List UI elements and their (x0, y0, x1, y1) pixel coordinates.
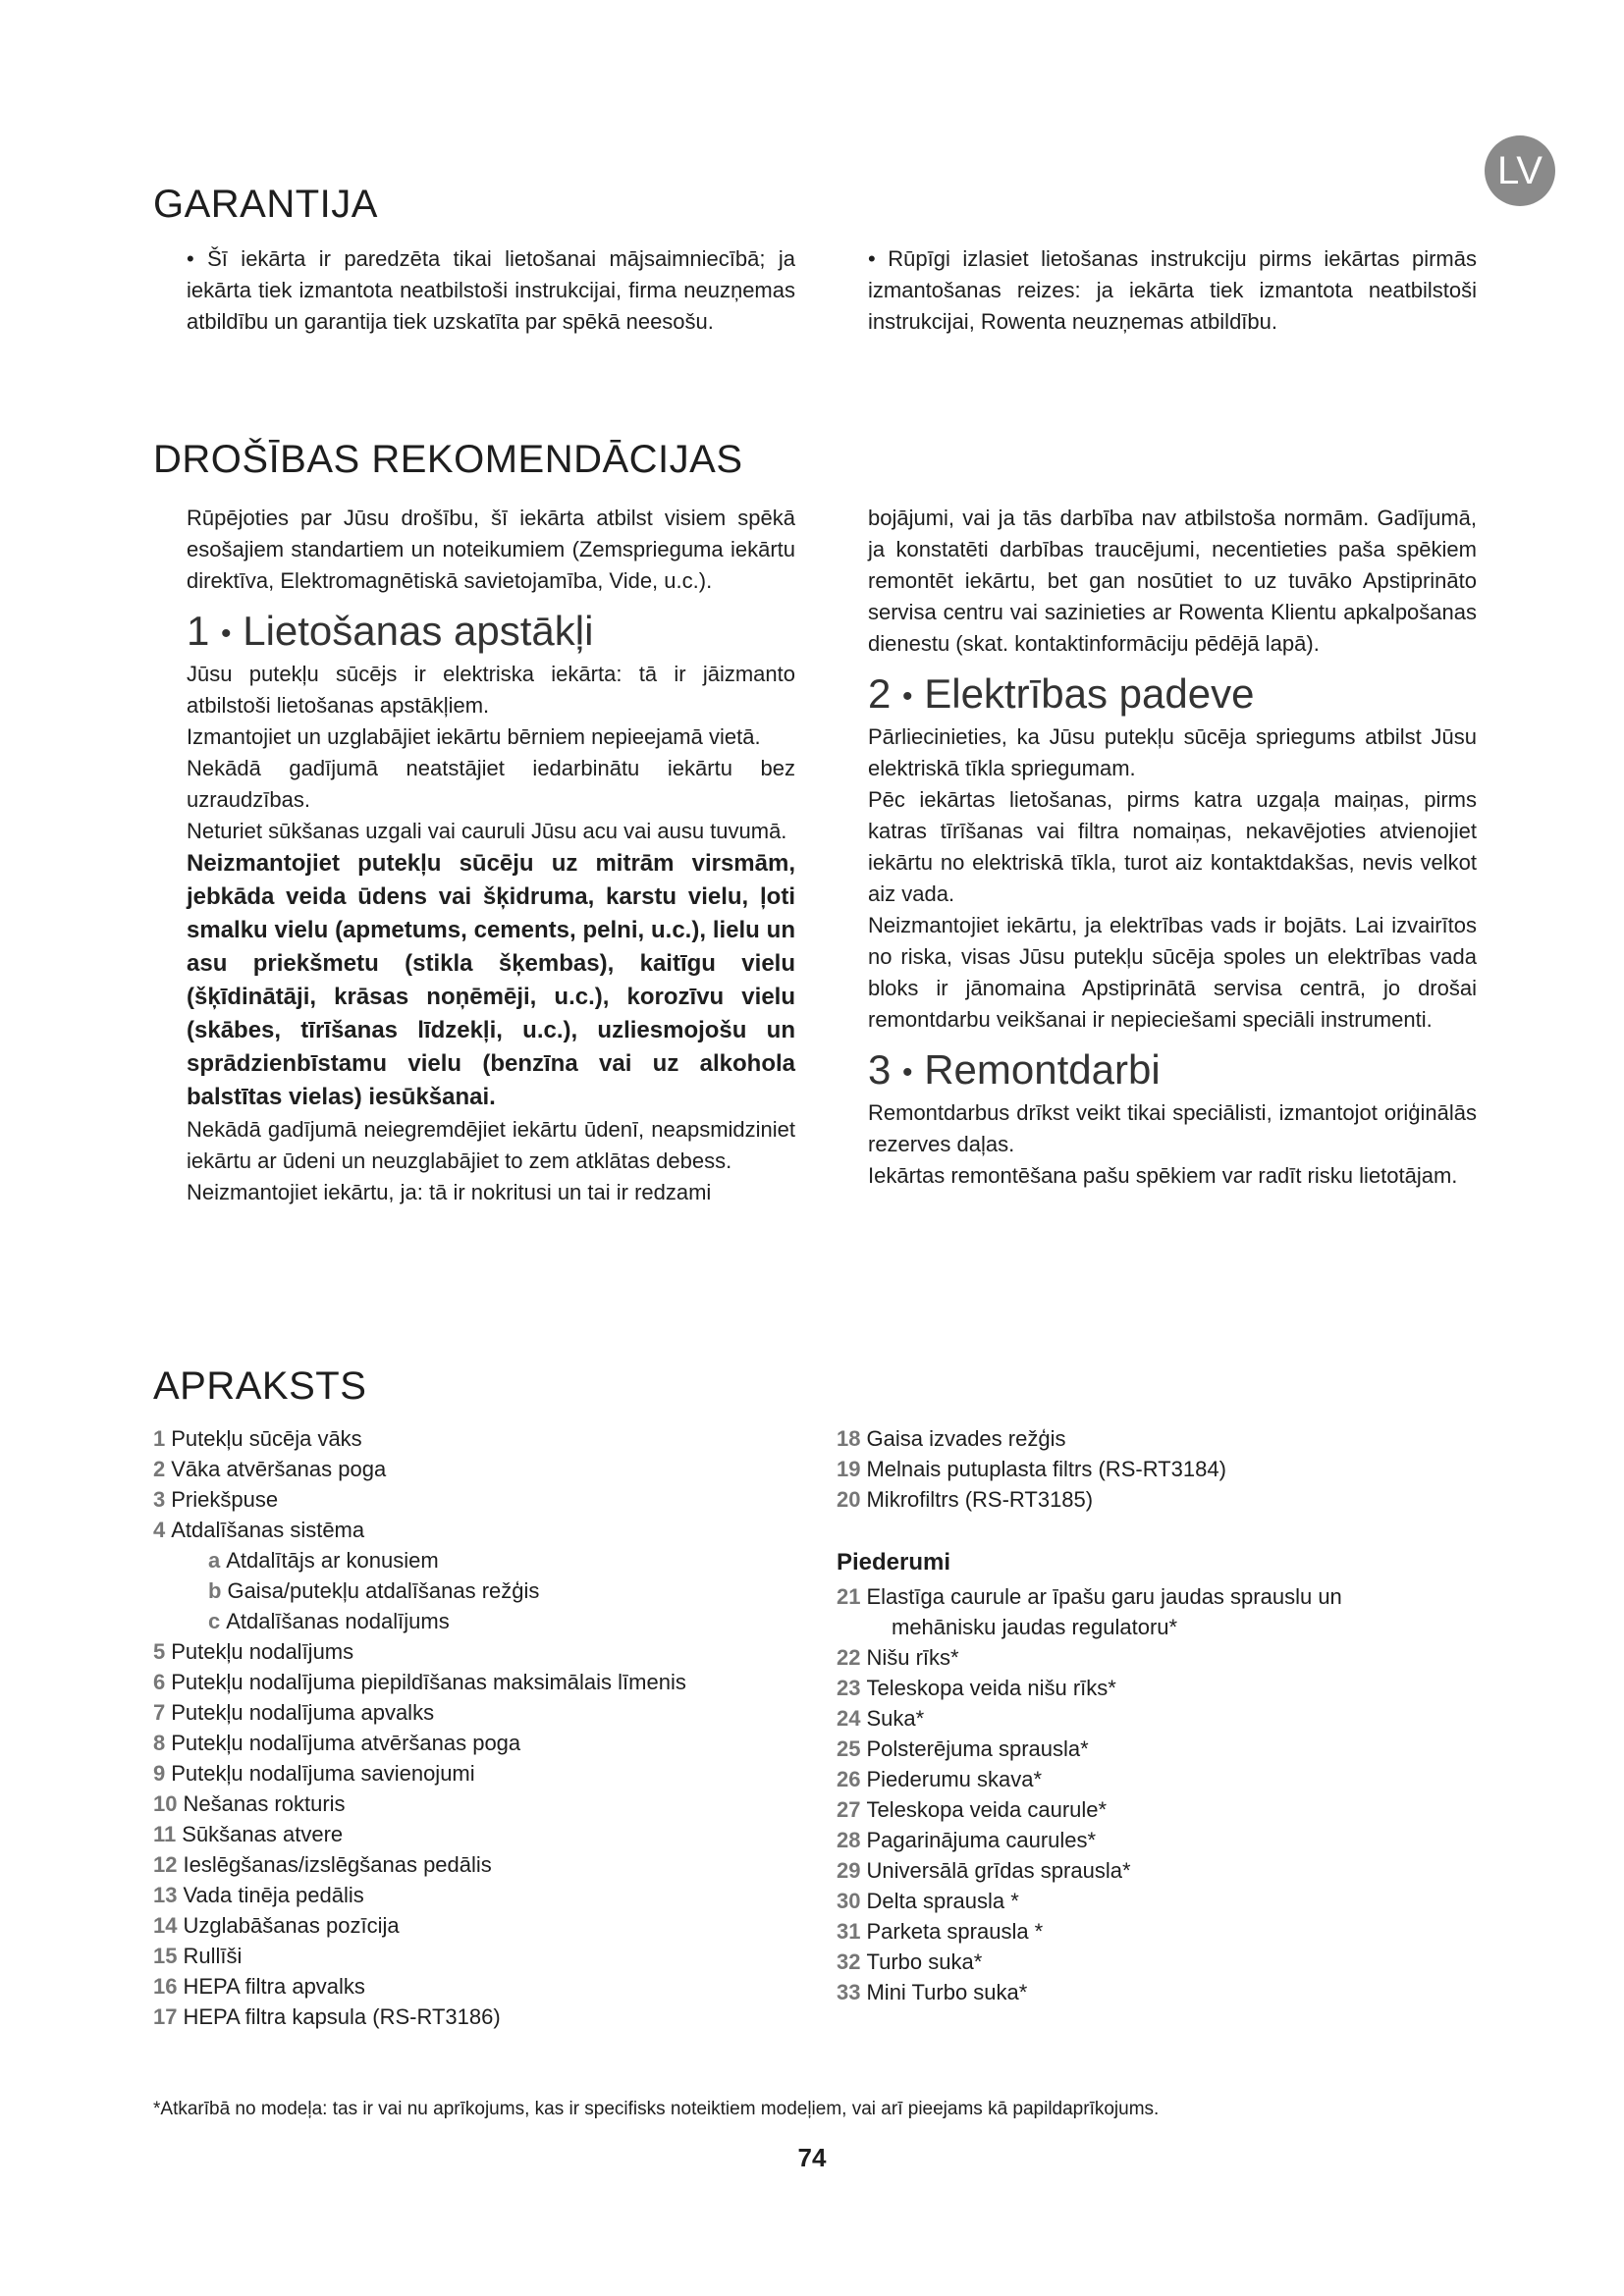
list-item: 13 Vada tinēja pedālis (153, 1883, 364, 1907)
list-item: 6 Putekļu nodalījuma piepildīšanas maksimālais līmenis (153, 1670, 686, 1694)
garantija-left-text: • Šī iekārta ir paredzēta tikai lietošanai mājsaimniecībā; ja iekārta tiek izmantota neatbilstoši instrukcijai, firma neuzņemas atbildību un garantija tiek uzskatīta par spēkā neesošu. (187, 243, 795, 338)
subsection-label: Lietošanas apstākļi (243, 608, 594, 654)
list-item: 12 Ieslēgšanas/izslēgšanas pedālis (153, 1852, 492, 1877)
list-item: 19 Melnais putuplasta filtrs (RS-RT3184) (837, 1457, 1226, 1481)
list-item: 33 Mini Turbo suka* (837, 1980, 1028, 2004)
paragraph: Nekādā gadījumā neiegremdējiet iekārtu ūdenī, neapsmidziniet iekārtu ar ūdeni un neuzglabājiet to zem atklātas debess. (187, 1116, 795, 1173)
paragraph: Jūsu putekļu sūcējs ir elektriska iekārta: tā ir jāizmanto atbilstoši lietošanas apstākļiem. (187, 661, 795, 718)
paragraph: Remontdarbus drīkst veikt tikai speciālisti, izmantojot oriģinālās rezerves daļas. (868, 1099, 1477, 1156)
list-item: 5 Putekļu nodalījums (153, 1639, 354, 1664)
list-item: 31 Parketa sprausla * (837, 1919, 1044, 1944)
list-item: 10 Nešanas rokturis (153, 1791, 346, 1816)
paragraph: Izmantojiet un uzglabājiet iekārtu bērniem nepieejamā vietā. (187, 723, 761, 749)
subsection-number: 2 (868, 670, 892, 717)
accessories-title: Piederumi (837, 1549, 951, 1575)
subsection-label: Remontdarbi (924, 1045, 1161, 1093)
list-item: 17 HEPA filtra kapsula (RS-RT3186) (153, 2004, 501, 2029)
subsection-number: 1 (187, 608, 210, 654)
list-item: 11 Sūkšanas atvere (153, 1822, 344, 1846)
list-item: 18 Gaisa izvades režģis (837, 1426, 1066, 1451)
list-subitem: c Atdalīšanas nodalījums (208, 1609, 450, 1633)
accessories-list (837, 1581, 1342, 2007)
list-item: 27 Teleskopa veida caurule* (837, 1797, 1108, 1822)
page-number: 74 (797, 2143, 827, 2172)
list-subitem: a Atdalītājs ar konusiem (208, 1548, 439, 1573)
list-item: 29 Universālā grīdas sprausla* (837, 1858, 1131, 1883)
paragraph: Pārliecinieties, ka Jūsu putekļu sūcēja spriegums atbilst Jūsu elektriskā tīkla spriegumam. (868, 723, 1477, 780)
list-item: 16 HEPA filtra apvalks (153, 1974, 365, 1999)
list-item: 24 Suka* (837, 1706, 925, 1731)
list-item: 9 Putekļu nodalījuma savienojumi (153, 1761, 475, 1786)
paragraph: Iekārtas remontēšana pašu spēkiem var radīt risku lietotājam. (868, 1162, 1458, 1188)
paragraph: Nekādā gadījumā neatstājiet iedarbinātu iekārtu bez uzraudzības. (187, 755, 795, 812)
list-item: 1 Putekļu sūcēja vāks (153, 1426, 362, 1451)
paragraph: Neizmantojiet iekārtu, ja: tā ir nokritusi un tai ir redzami (187, 1179, 712, 1204)
subsection-title-elektribas: 2 • Elektrības padeve (868, 670, 1255, 717)
subsection-title-remontdarbi: 3 • Remontdarbi (868, 1045, 1161, 1093)
list-item: 23 Teleskopa veida nišu rīks* (837, 1676, 1116, 1700)
section-title-apraksts: APRAKSTS (153, 1364, 367, 1408)
list-item: 15 Rullīši (153, 1944, 243, 1968)
section-title-garantija: GARANTIJA (153, 183, 378, 226)
drosibas-intro: Rūpējoties par Jūsu drošību, šī iekārta atbilst visiem spēkā esošajiem standartiem un noteikumiem (Zemsprieguma iekārtu direktīva, Elektromagnētiskā savietojamība, Vide, u.c.). (187, 506, 795, 593)
subsection-number: 3 (868, 1045, 892, 1093)
list-item: 14 Uzglabāšanas pozīcija (153, 1913, 400, 1938)
list-item: 28 Pagarinājuma caurules* (837, 1828, 1097, 1852)
accessories-block (837, 1547, 1342, 2007)
footnote: *Atkarībā no modeļa: tas ir vai nu aprīkojums, kas ir specifisks noteiktiem modeļiem, vai arī pieejams kā papildaprīkojums. (153, 2099, 1160, 2119)
list-item-continuation: mehānisku jaudas regulatoru* (892, 1615, 1178, 1639)
language-badge: LV (1485, 135, 1555, 206)
parts-list-left (153, 1423, 686, 2032)
garantija-right-column (868, 243, 1477, 338)
list-item: 20 Mikrofiltrs (RS-RT3185) (837, 1487, 1094, 1512)
list-item: 7 Putekļu nodalījuma apvalks (153, 1700, 435, 1725)
section-title-drosibas: DROŠĪBAS REKOMENDĀCIJAS (153, 438, 743, 481)
parts-list-right (837, 1423, 1226, 1515)
drosibas-left-column (187, 503, 795, 1208)
list-item: 2 Vāka atvēršanas poga (153, 1457, 387, 1481)
garantija-left-column (187, 243, 795, 338)
paragraph: Neizmantojiet iekārtu, ja elektrības vads ir bojāts. Lai izvairītos no riska, visas Jūsu putekļu sūcēja spoles un elektrības vada bloks ir jānomaina Apstiprinātā servisa centrā, jo drošai remontdarbu veikšanai ir nepieciešami speciāli instrumenti. (868, 912, 1477, 1032)
list-subitem: b Gaisa/putekļu atdalīšanas režģis (208, 1578, 540, 1603)
paragraph: Pēc iekārtas lietošanas, pirms katra uzgaļa maiņas, pirms katras tīrīšanas vai filtra nomaiņas, nekavējoties atvienojiet iekārtu no elektriskā tīkla, turot aiz kontaktdakšas, nevis velkot aiz vada. (868, 786, 1477, 906)
list-item: 25 Polsterējuma sprausla* (837, 1736, 1089, 1761)
list-item: 30 Delta sprausla * (837, 1889, 1019, 1913)
paragraph: Neturiet sūkšanas uzgali vai cauruli Jūsu acu vai ausu tuvumā. (187, 818, 787, 843)
list-item: 32 Turbo suka* (837, 1949, 983, 1974)
garantija-right-text: • Rūpīgi izlasiet lietošanas instrukciju pirms iekārtas pirmās izmantošanas reizes: ja iekārta tiek izmantota neatbilstoši instrukcijai, Rowenta neuzņemas atbildību. (868, 243, 1477, 338)
subsection-label: Elektrības padeve (924, 670, 1255, 717)
list-item: 22 Nišu rīks* (837, 1645, 959, 1670)
list-item: 4 Atdalīšanas sistēma (153, 1518, 365, 1542)
list-item: 8 Putekļu nodalījuma atvēršanas poga (153, 1731, 521, 1755)
list-item: 21 Elastīga caurule ar īpašu garu jaudas sprauslu un (837, 1584, 1342, 1609)
drosibas-right-column (868, 503, 1477, 1192)
paragraph: bojājumi, vai ja tās darbība nav atbilstoša normām. Gadījumā, ja konstatēti darbības traucējumi, necentieties paša spēkiem remontēt iekārtu, bet gan nosūtiet to uz tuvāko Apstiprināto servisa centru vai sazinieties ar Rowenta Klientu apkalpošanas dienestu (skat. kontaktinformāciju pēdējā lapā). (868, 506, 1477, 656)
list-item: 26 Piederumu skava* (837, 1767, 1043, 1791)
list-item: 3 Priekšpuse (153, 1487, 279, 1512)
warning-paragraph: Neizmantojiet putekļu sūcēju uz mitrām virsmām, jebkāda veida ūdens vai šķidruma, karstu vielu, ļoti smalku vielu (apmetums, cements, pelni, u.c.), lielu un asu priekšmetu (stikla šķembas), kaitīgu vielu (šķīdinātāji, krāsas noņēmēji, u.c.), korozīvu vielu (skābes, tīrīšanas līdzekļi, u.c.), uzliesmojošu un sprādzienbīstamu vielu (benzīna vai uz alkohola balstītas vielas) iesūkšanai. (187, 849, 795, 1110)
subsection-title-lietosanas: 1 • Lietošanas apstākļi (187, 608, 594, 654)
